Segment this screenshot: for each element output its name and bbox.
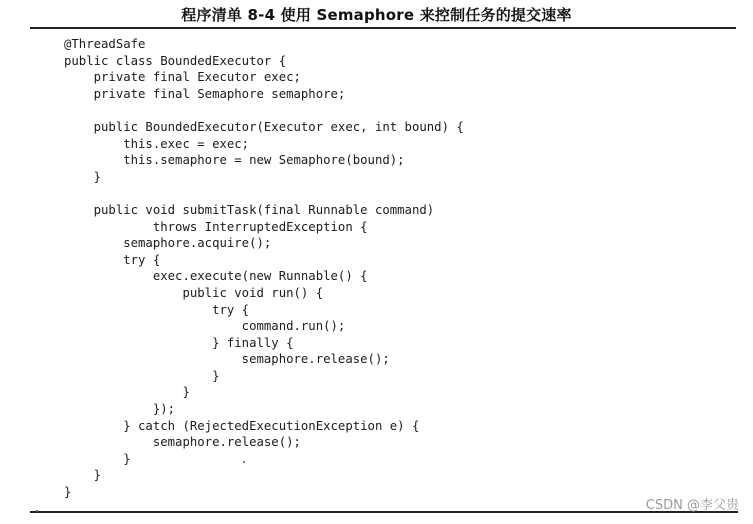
- code-line: } catch (RejectedExecutionException e) {: [64, 418, 420, 433]
- code-line: }: [64, 169, 102, 184]
- code-line: throws InterruptedException {: [64, 219, 368, 234]
- code-line: }: [64, 485, 72, 500]
- code-line: this.semaphore = new Semaphore(bound);: [64, 153, 405, 168]
- top-rule: [30, 27, 736, 29]
- code-line: semaphore.acquire();: [64, 236, 272, 251]
- code-line: }: [64, 451, 131, 466]
- code-line: @ThreadSafe: [64, 37, 146, 51]
- watermark: CSDN @李父贵: [645, 498, 739, 513]
- code-line: }: [64, 368, 220, 383]
- code-line: try {: [64, 302, 250, 317]
- code-line: command.run();: [64, 319, 346, 334]
- scan-speck: [36, 510, 38, 512]
- code-line: private final Executor exec;: [64, 70, 301, 85]
- code-line: exec.execute(new Runnable() {: [64, 269, 368, 284]
- code-line: try {: [64, 252, 161, 267]
- scan-speck: [243, 461, 245, 463]
- code-line: }: [64, 385, 190, 400]
- code-line: });: [64, 402, 176, 417]
- code-line: semaphore.release();: [64, 435, 301, 450]
- code-line: [0, 102, 753, 119]
- code-line: public void run() {: [64, 285, 324, 300]
- listing-title: 程序清单 8-4 使用 Semaphore 来控制任务的提交速率: [181, 6, 572, 24]
- code-line: private final Semaphore semaphore;: [64, 86, 346, 101]
- code-line: this.exec = exec;: [64, 136, 250, 151]
- code-line: semaphore.release();: [64, 352, 390, 367]
- code-line: public void submitTask(final Runnable command): [64, 202, 435, 217]
- bottom-rule: [30, 511, 738, 513]
- code-line: public class BoundedExecutor {: [64, 53, 287, 68]
- code-line: } finally {: [64, 335, 294, 350]
- code-line: [0, 185, 753, 202]
- code-listing: [0, 36, 753, 501]
- code-line: public BoundedExecutor(Executor exec, int bound) {: [64, 119, 464, 134]
- code-line: }: [64, 468, 102, 483]
